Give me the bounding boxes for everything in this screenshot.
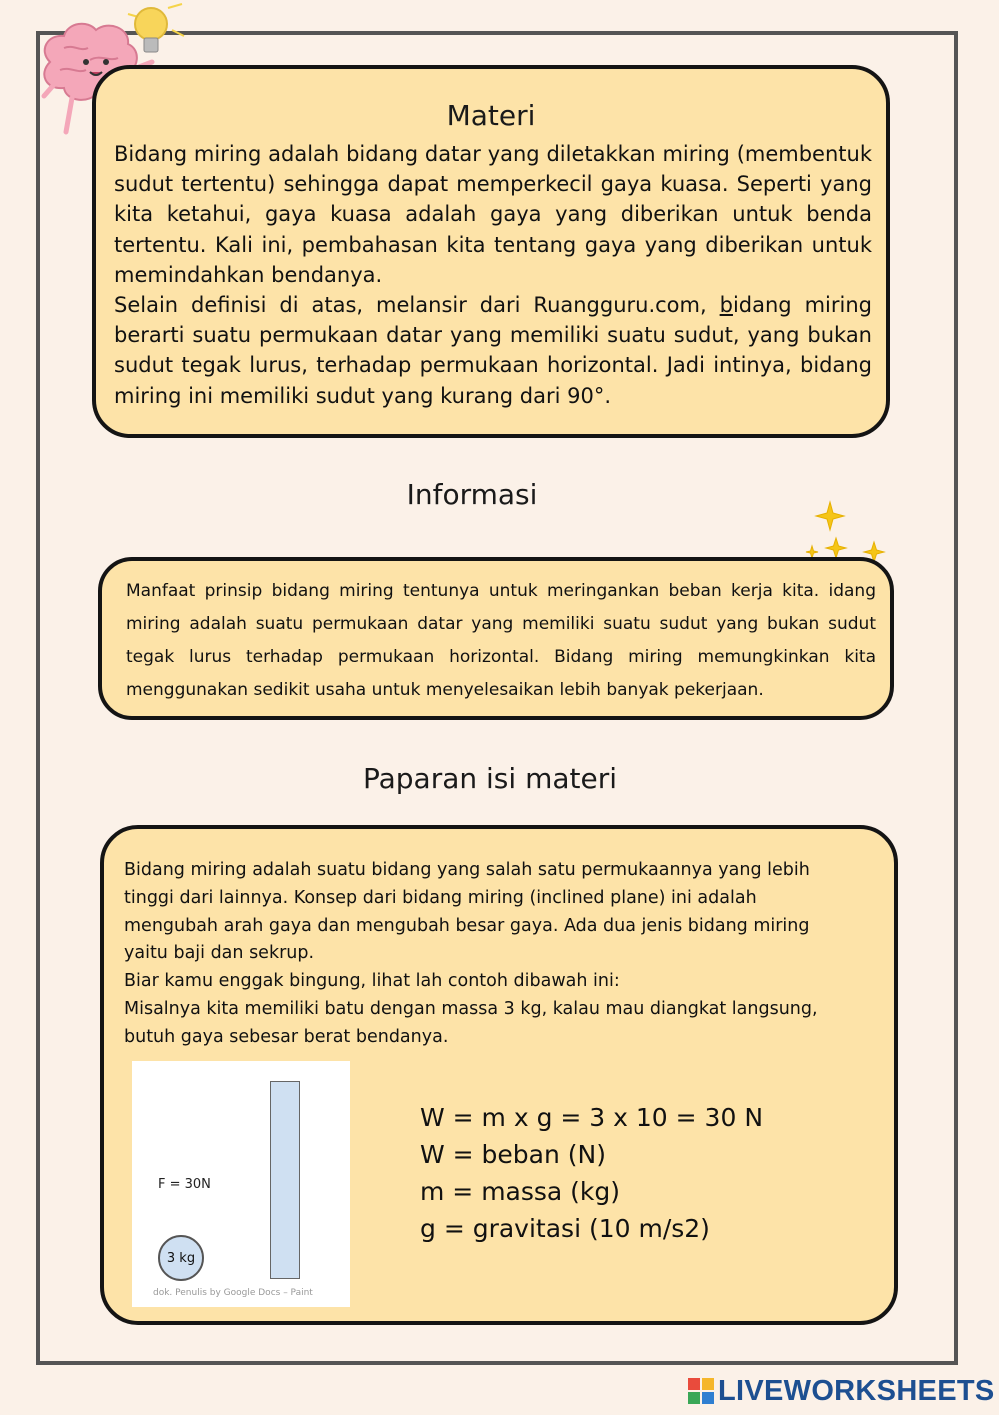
materi-paragraph-2-start: Selain definisi di atas, melansir dari Ruangguru.com, [114,293,720,318]
paparan-line: Bidang miring adalah suatu bidang yang salah satu permukaannya yang lebih [124,860,810,880]
paparan-body [124,857,854,1052]
materi-paragraph-2 [114,290,872,411]
paparan-line: butuh gaya sebesar berat bendanya. [124,1026,449,1047]
formula-line: g = gravitasi (10 m/s2) [420,1214,710,1243]
paparan-title: Paparan isi materi [362,762,617,795]
mass-ball [158,1235,204,1281]
force-label: F = 30N [158,1177,211,1192]
materi-paragraph-2-underlined: b [719,293,733,318]
materi-paragraph-2-rest: idang miring berarti suatu permukaan datar yang memiliki suatu sudut, yang bukan sudut tegak lurus, terhadap permukaan horizontal. Jadi intinya, bidang miring ini memiliki sudut yang kurang dari 90°. [114,293,872,408]
example-figure [132,1061,350,1307]
formula-list [420,1099,763,1247]
figure-caption: dok. Penulis by Google Docs – Paint [153,1288,313,1298]
materi-card [92,65,890,438]
paparan-line: yaitu baji dan sekrup. [124,943,315,964]
paparan-line: Misalnya kita memiliki batu dengan massa 3 kg, kalau mau diangkat langsung, [124,998,818,1019]
formula-line: W = beban (N) [420,1140,606,1169]
informasi-title: Informasi [406,478,538,511]
lightbulb-icon [135,8,167,40]
materi-body [114,139,872,411]
informasi-card [98,557,894,720]
logo-text: LIVEWORKSHEETS [718,1374,995,1407]
informasi-body: Manfaat prinsip bidang miring tentunya untuk meringankan beban kerja kita. idang miring adalah suatu permukaan datar yang memiliki suatu sudut yang bukan sudut tegak lurus terhadap permukaan horizontal. Bidang miring memungkinkan kita menggunakan sedikit usaha untuk menyelesaikan lebih banyak pekerjaan. [126,581,876,700]
materi-paragraph-1: Bidang miring adalah bidang datar yang diletakkan miring (membentuk sudut tertentu) sehingga dapat memperkecil gaya kuasa. Seperti yang kita ketahui, gaya kuasa adalah gaya yang diberikan untuk benda tertentu. Kali ini, pembahasan kita tentang gaya yang diberikan untuk memindahkan bendanya. [114,142,872,287]
paparan-line: Biar kamu enggak bingung, lihat lah contoh dibawah ini: [124,971,620,992]
mass-label: 3 kg [166,1250,196,1266]
formula-line: W = m x g = 3 x 10 = 30 N [420,1103,764,1132]
formula-line: m = massa (kg) [420,1177,621,1206]
paparan-card [100,825,898,1325]
materi-title: Materi [446,99,536,132]
liveworksheets-logo[interactable] [688,1373,995,1409]
paparan-line: mengubah arah gaya dan mengubah besar gaya. Ada dua jenis bidang miring [124,915,810,936]
liveworksheets-logo-icon [688,1378,714,1404]
vertical-bar [270,1081,300,1279]
paparan-line: tinggi dari lainnya. Konsep dari bidang miring (inclined plane) ini adalah [124,887,757,908]
